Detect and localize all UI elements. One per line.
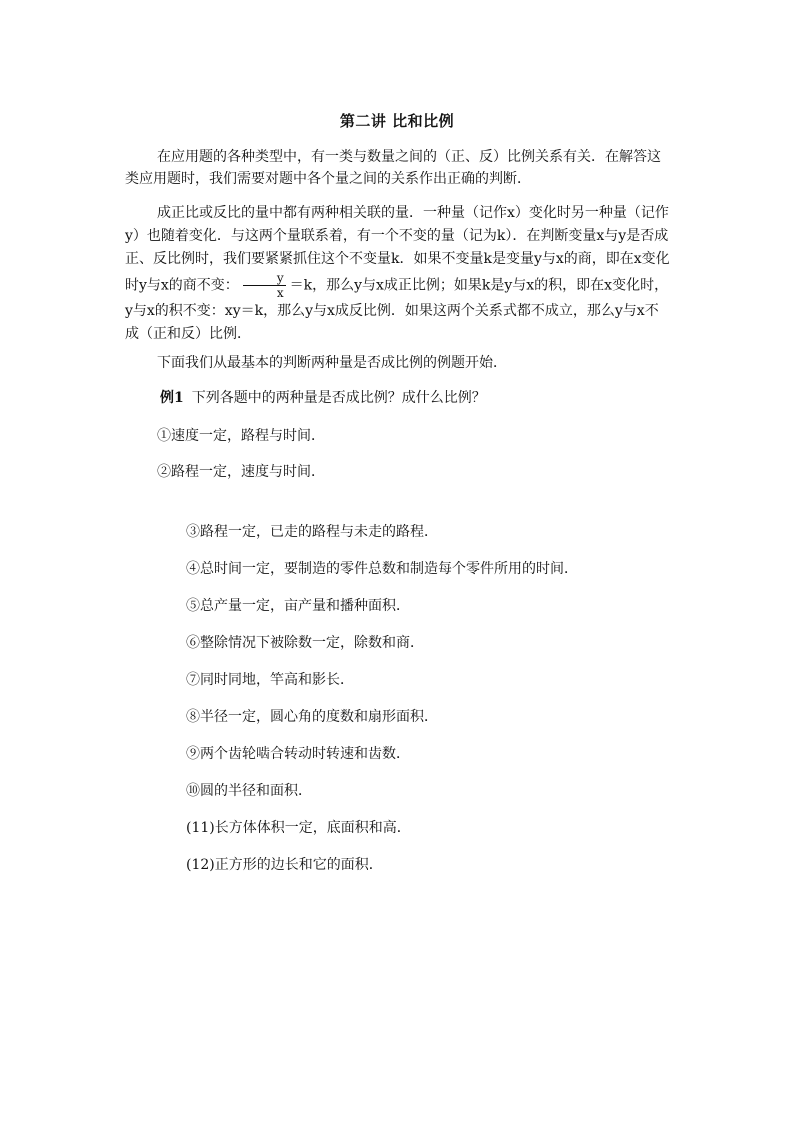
ratio-explanation-paragraph <box>125 202 670 346</box>
list-item: (11)长方体体积一定，底面积和高． <box>186 820 411 836</box>
fraction-numerator: y <box>243 271 286 286</box>
list-item: ③路程一定，已走的路程与未走的路程． <box>186 524 438 540</box>
list-item: ⑩圆的半径和面积． <box>186 783 312 799</box>
explanation-part2: ＝k，那么y与x成正比例；如果k是y与x的积，即在x变化时，y与x的积不变：xy＝k，那么y与x成反比例．如果这两个关系式都不成立，那么y与x不成（正和反）比例． <box>125 277 669 342</box>
list-item: ②路程一定，速度与时间． <box>157 464 325 480</box>
transition-paragraph: 下面我们从最基本的判断两种量是否成比例的例题开始． <box>157 355 507 371</box>
list-item: ⑦同时同地，竿高和影长． <box>186 672 354 688</box>
list-item: ①速度一定，路程与时间． <box>157 428 325 444</box>
fraction-y-over-x <box>243 271 286 300</box>
list-item: (12)正方形的边长和它的面积． <box>186 857 383 873</box>
fraction-denominator: x <box>276 286 284 300</box>
example-1-heading <box>160 388 486 408</box>
page-title: 第二讲 比和比例 <box>339 112 455 130</box>
intro-paragraph: 在应用题的各种类型中，有一类与数量之间的（正、反）比例关系有关．在解答这类应用题时，我们需要对题中各个量之间的关系作出正确的判断． <box>125 149 661 187</box>
list-item: ⑧半径一定，圆心角的度数和扇形面积． <box>186 709 438 725</box>
list-item: ⑤总产量一定，亩产量和播种面积． <box>186 598 410 614</box>
list-item: ⑥整除情况下被除数一定，除数和商． <box>186 635 424 651</box>
example-label: 例1 <box>160 390 184 406</box>
example-question: 下列各题中的两种量是否成比例？成什么比例？ <box>191 390 486 406</box>
list-item: ⑨两个齿轮啮合转动时转速和齿数． <box>186 746 410 762</box>
explanation-part1: 成正比或反比的量中都有两种相关联的量．一种量（记作x）变化时另一种量（记作y）也随着变化．与这两个量联系着，有一个不变的量（记为k）．在判断变量x与y是否成正、反比例时，我们要紧紧抓住这个不变量k．如果不变量k是变量y与x的商，即在x变化时y与x的商不变： <box>125 205 670 294</box>
list-item: ④总时间一定，要制造的零件总数和制造每个零件所用的时间． <box>186 561 578 577</box>
